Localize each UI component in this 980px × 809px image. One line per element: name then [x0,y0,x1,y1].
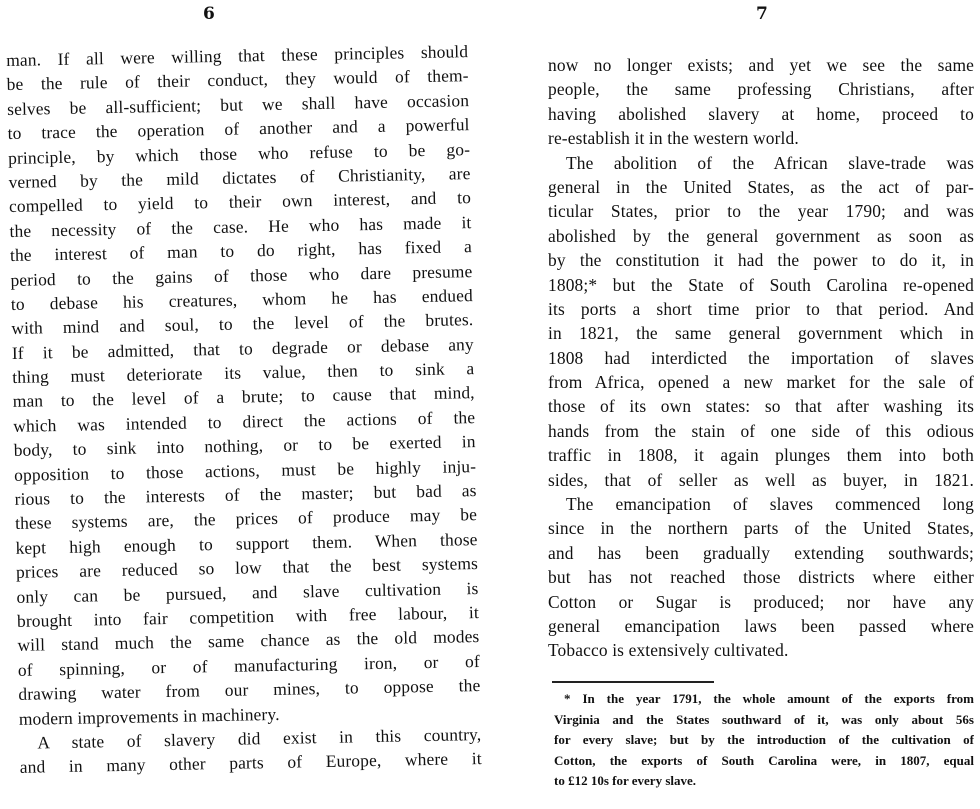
footnote-line-5: to £12 10s for every slave. [554,773,697,789]
left-line-18: opposition to those actions, must be highly inju- [13,455,477,485]
right-line-6: general in the United States, as the act of par- [548,176,974,197]
left-line-26: of spinning, or of manufacturing iron, or of [17,650,481,680]
right-line-1: now no longer exists; and yet we see the same [548,55,974,75]
right-line-9: by the constitution it had the power to do it, in [548,250,974,271]
right-line-8: abolished by the general government as soon as [548,225,974,246]
left-line-25: will stand much the same chance as the old modes [17,626,480,656]
left-line-9: the interest of man to do right, has fixed a [9,236,473,266]
right-line-3: having abolished slavery at home, proceed to [548,103,974,124]
right-line-5: The abolition of the African slave-trade was [566,152,974,173]
left-page-body [6,39,482,779]
left-line-5: principle, by which those who refuse to be go- [7,138,471,168]
left-line-4: to trace the operation of another and a powerful [7,114,470,144]
footnote-line-1: * In the year 1791, the whole amount of the exports from [564,691,974,706]
right-line-12: in 1821, the same general government which in [548,323,974,344]
left-line-23: only can be pursued, and slave cultivation is [16,577,479,607]
right-line-14: from Africa, opened a new market for the sale of [548,372,974,393]
right-line-19: The emancipation of slaves commenced long [566,494,974,515]
left-line-28: modern improvements in machinery. [18,703,280,729]
right-line-17: traffic in 1808, it again plunges them into both [548,445,974,466]
right-line-20: since in the northern parts of the United States, [548,518,974,539]
left-line-3: selves be all-sufficient; but we shall have occasion [6,89,470,119]
right-line-2: people, the same professing Christians, after [548,79,974,100]
footnote-line-3: for every slave; but by the introduction of the cultivation of [554,732,974,748]
footnote [554,689,974,792]
left-line-29: A state of slavery did exist in this country, [37,723,482,753]
right-line-18: sides, that of seller as well as buyer, in 1821. [548,469,974,490]
right-line-23: Cotton or Sugar is produced; nor have any [548,591,974,612]
left-page-number: 6 [203,4,215,24]
right-line-10: 1808;* but the State of South Carolina re-opened [548,274,974,295]
right-line-24: general emancipation laws been passed where [548,615,974,636]
right-page-number: 7 [756,4,768,24]
footnote-divider [552,681,714,683]
left-line-14: thing must deteriorate its value, then to sink a [12,358,475,388]
left-line-19: rious to the interests of the master; but bad as [14,480,477,509]
left-line-20: these systems are, the prices of produce may be [14,504,478,534]
footnote-line-4: Cotton, the exports of South Carolina were, in 1807, equal [554,752,974,768]
left-line-10: period to the gains of those who dare presume [10,260,473,290]
footnote-line-2: Virginia and the States southward of it, was only about 56s [554,711,974,727]
right-page-body [548,53,974,663]
left-line-27: drawing water from our mines, to oppose the [18,675,481,705]
right-line-15: those of its own states: so that after washing its [548,396,974,417]
left-line-7: compelled to yield to their own interest, and to [8,187,472,217]
left-line-8: the necessity of the case. He who has made it [9,211,472,241]
left-line-11: to debase his creatures, whom he has endued [10,284,474,314]
right-line-22: but has not reached those districts where either [548,567,974,588]
left-line-12: with mind and soul, to the level of the brutes. [11,309,474,339]
left-line-17: body, to sink into nothing, or to be exerted in [13,431,476,461]
left-line-6: verned by the mild dictates of Christianity, are [8,163,471,192]
left-line-30: and in many other parts of Europe, where it [19,748,482,778]
left-line-15: man to the level of a brute; to cause that mind, [12,382,475,412]
right-line-21: and has been gradually extending southwards; [548,542,974,563]
left-line-24: brought into fair competition with free labour, it [16,602,480,631]
left-line-2: be the rule of their conduct, they would of them- [6,65,469,95]
right-line-13: 1808 had interdicted the importation of slaves [548,347,974,368]
right-line-7: ticular States, prior to the year 1790; and was [548,201,974,222]
right-line-16: hands from the stain of one side of this odious [548,420,974,441]
right-line-11: its ports a short time prior to that period. And [548,298,974,319]
left-line-21: kept high enough to support them. When those [15,528,478,558]
right-line-4: re-establish it in the western world. [548,128,799,149]
left-line-16: which was intended to direct the actions of the [13,406,476,436]
left-line-13: If it be admitted, that to degrade or debase any [11,333,474,363]
left-line-22: prices are reduced so low that the best systems [15,553,479,583]
left-line-1: man. If all were willing that these principles should [6,41,469,70]
right-line-25: Tobacco is extensively cultivated. [548,640,789,661]
